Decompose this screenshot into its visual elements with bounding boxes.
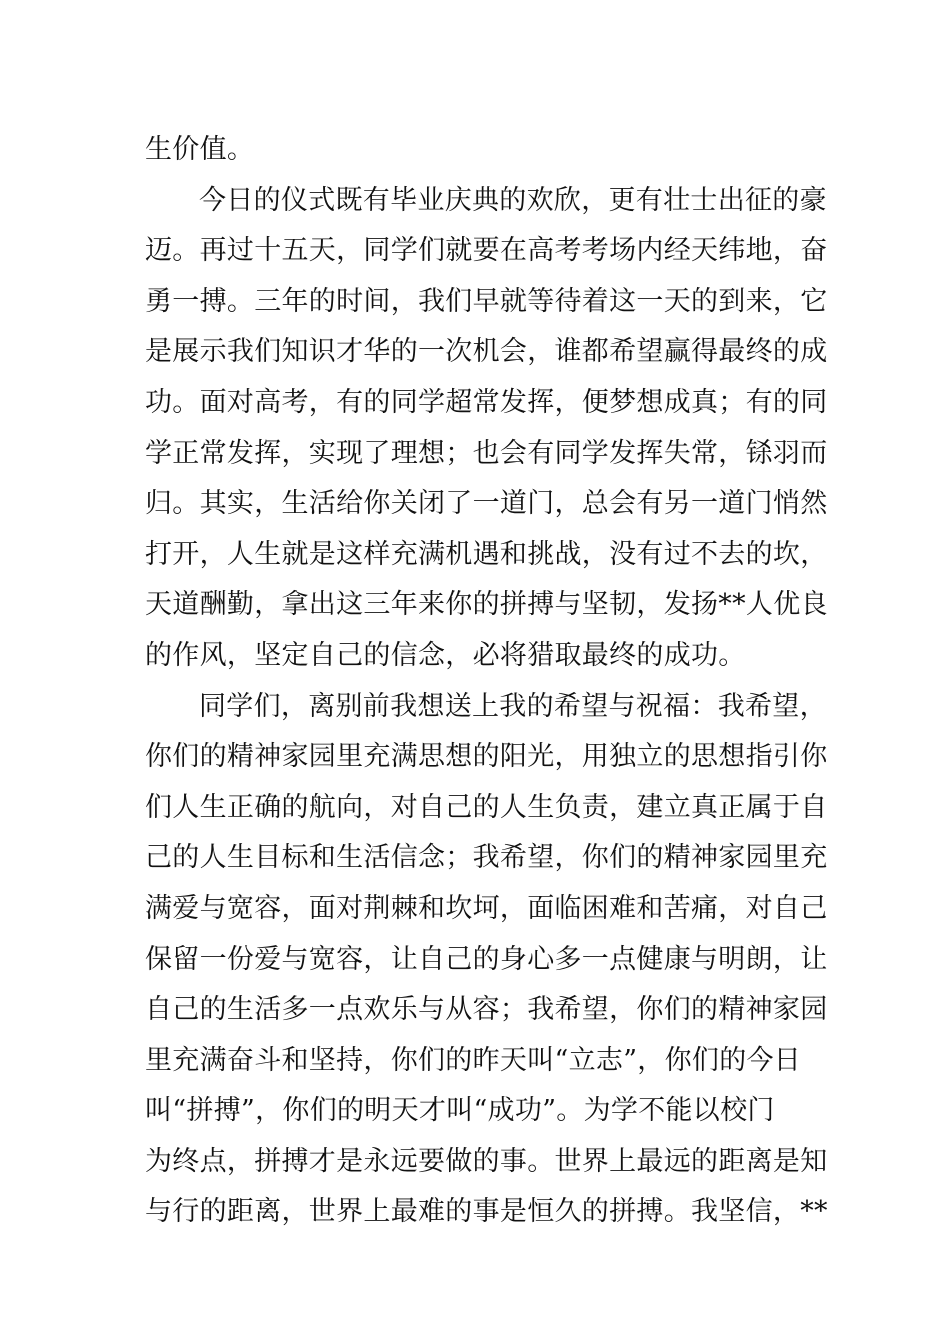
text-line: 打开，人生就是这样充满机遇和挑战，没有过不去的坎，	[145, 538, 828, 570]
paragraph-start-line: 今日的仪式既有毕业庆典的欢欣，更有壮士出征的豪	[199, 184, 827, 216]
text-line: 是展示我们知识才华的一次机会，谁都希望赢得最终的成	[145, 336, 828, 368]
text-line: 你们的精神家园里充满思想的阳光，用独立的思想指引你	[145, 741, 828, 773]
text-line: 学正常发挥，实现了理想；也会有同学发挥失常，铩羽而	[145, 437, 828, 469]
text-line: 天道酬勤，拿出这三年来你的拼搏与坚韧，发扬**人优良	[145, 589, 828, 621]
text-line: 里充满奋斗和坚持，你们的昨天叫“立志”，你们的今日	[145, 1044, 802, 1076]
body-text	[145, 125, 828, 1238]
text-line: 为终点，拼搏才是永远要做的事。世界上最远的距离是知	[145, 1145, 828, 1177]
text-line: 的作风，坚定自己的信念，必将猎取最终的成功。	[145, 639, 746, 671]
text-line: 满爱与宽容，面对荆棘和坎坷，面临困难和苦痛，对自己	[145, 892, 828, 924]
text-line: 们人生正确的航向，对自己的人生负责，建立真正属于自	[145, 791, 828, 823]
text-line: 迈。再过十五天，同学们就要在高考考场内经天纬地，奋	[145, 235, 828, 267]
text-line: 与行的距离，世界上最难的事是恒久的拼搏。我坚信，**	[145, 1196, 828, 1228]
text-line: 己的人生目标和生活信念；我希望，你们的精神家园里充	[145, 842, 828, 874]
paragraph-start-line: 同学们，离别前我想送上我的希望与祝福：我希望，	[199, 690, 827, 722]
text-line: 保留一份爱与宽容，让自己的身心多一点健康与明朗，让	[145, 943, 828, 975]
text-line: 自己的生活多一点欢乐与从容；我希望，你们的精神家园	[145, 994, 828, 1026]
text-line: 归。其实，生活给你关闭了一道门，总会有另一道门悄然	[145, 488, 828, 520]
text-line: 功。面对高考，有的同学超常发挥，便梦想成真；有的同	[145, 386, 828, 418]
text-line: 生价值。	[145, 134, 255, 165]
text-line: 叫“拼搏”，你们的明天才叫“成功”。为学不能以校门	[145, 1095, 775, 1127]
text-line: 勇一搏。三年的时间，我们早就等待着这一天的到来，它	[145, 285, 828, 317]
